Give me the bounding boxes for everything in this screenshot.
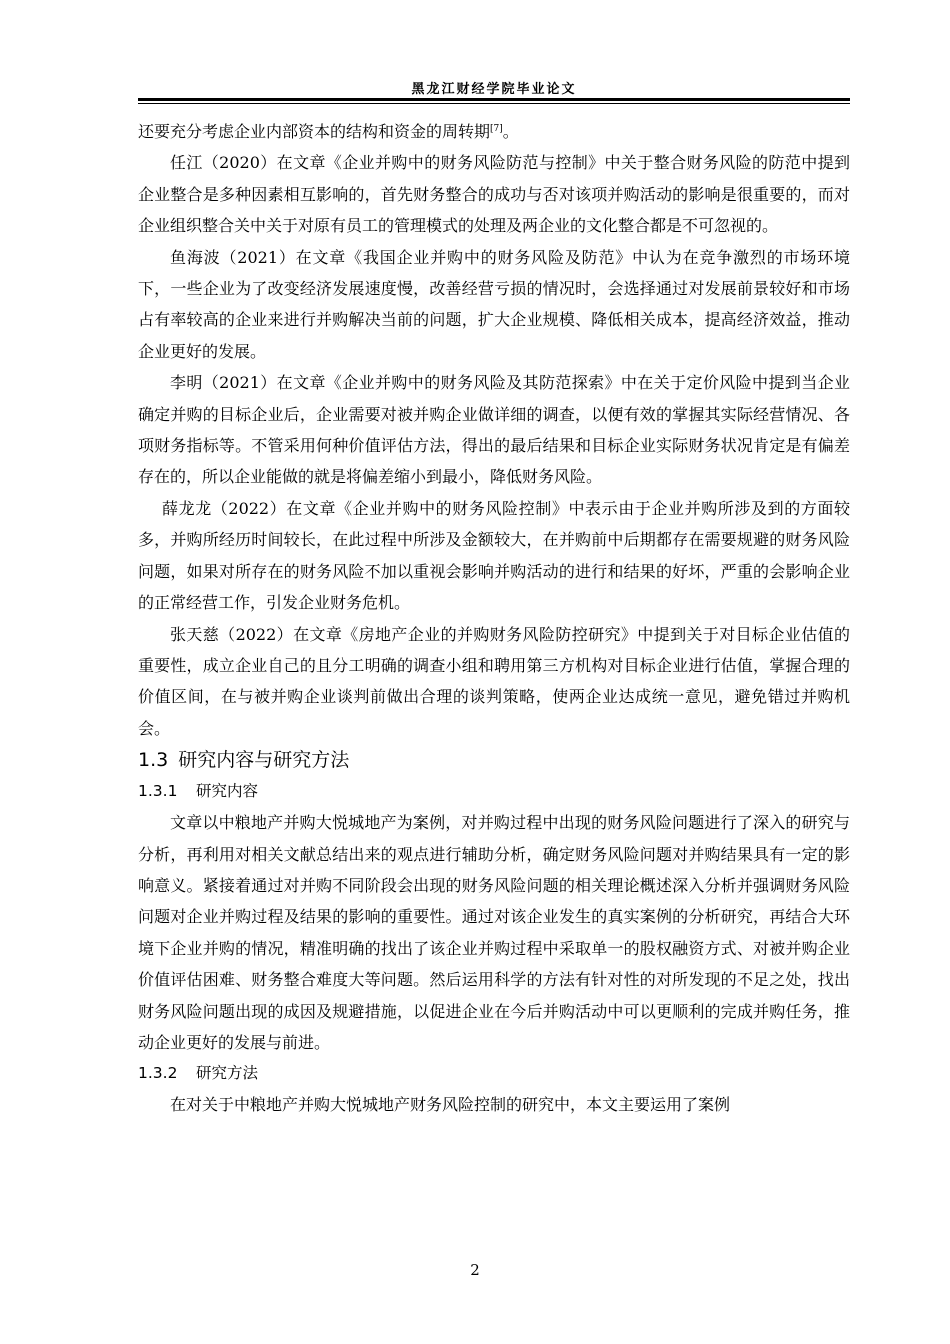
header-rule (138, 98, 850, 101)
page-body (138, 116, 850, 1121)
page-header-title: 黑龙江财经学院毕业论文 (411, 82, 577, 97)
paragraph-renjiang: 任江（2020）在文章《企业并购中的财务风险防范与控制》中关于整合财务风险的防范中提到企业整合是多种因素相互影响的，首先财务整合的成功与否对该项并购活动的影响是很重要的，而对企业组织整合关中关于对原有员工的管理模式的处理及两企业的文化整合都是不可忽视的。 (138, 153, 850, 236)
page-number: 2 (470, 1261, 480, 1279)
paragraph-zhangtianci: 张天慈（2022）在文章《房地产企业的并购财务风险防控研究》中提到关于对目标企业估值的重要性，成立企业自己的且分工明确的调查小组和聘用第三方机构对目标企业进行估值，掌握合理的价值区间，在与被并购企业谈判前做出合理的谈判策略，使两企业达成统一意见，避免错过并购机会。 (138, 624, 850, 738)
paragraph-research-content: 文章以中粮地产并购大悦城地产为案例，对并购过程中出现的财务风险问题进行了深入的研究与分析，再利用对相关文献总结出来的观点进行辅助分析，确定财务风险问题对并购结果具有一定的影响意义。紧接着通过对并购不同阶段会出现的财务风险问题的相关理论概述深入分析并强调财务风险问题对企业并购过程及结果的影响的重要性。通过对该企业发生的真实案例的分析研究，再结合大环境下企业并购的情况，精准明确的找出了该企业并购过程中采取单一的股权融资方式、对被并购企业价值评估困难、财务整合难度大等问题。然后运用科学的方法有针对性的对所发现的不足之处，找出财务风险问题出现的成因及规避措施，以促进企业在今后并购活动中可以更顺利的完成并购任务，推动企业更好的发展与前进。 (138, 813, 850, 1052)
header-rule-thin (138, 103, 850, 104)
continuation-paragraph: 还要充分考虑企业内部资本的结构和资金的周转期[7]。 (138, 122, 519, 141)
subsection-number: 1.3.1 (138, 782, 178, 801)
subsection-title: 研究内容 (196, 782, 259, 801)
subsection-heading-content (138, 776, 850, 807)
citation-marker: [7] (490, 124, 503, 134)
subsection-heading-method (138, 1058, 850, 1089)
paragraph-xuelonglong: 薛龙龙（2022）在文章《企业并购中的财务风险控制》中表示由于企业并购所涉及到的方面较多，并购所经历时间较长，在此过程中所涉及金额较大，在并购前中后期都存在需要规避的财务风险问题，如果对所存在的财务风险不加以重视会影响并购活动的进行和结果的好坏，严重的会影响企业的正常经营工作，引发企业财务危机。 (138, 498, 850, 613)
paragraph-yuhaibo: 鱼海波（2021）在文章《我国企业并购中的财务风险及防范》中认为在竞争激烈的市场环境下，一些企业为了改变经济发展速度慢，改善经营亏损的情况时，会选择通过对发展前景较好和市场占有率较高的企业来进行并购解决当前的问题，扩大企业规模、降低相关成本，提高经济效益，推动企业更好的发展。 (138, 247, 850, 361)
section-number: 1.3 (138, 749, 169, 772)
paragraph-research-method: 在对关于中粮地产并购大悦城地产财务风险控制的研究中，本文主要运用了案例 (170, 1095, 731, 1115)
section-title: 研究内容与研究方法 (178, 749, 350, 772)
subsection-title: 研究方法 (196, 1064, 259, 1083)
paragraph-liming: 李明（2021）在文章《企业并购中的财务风险及其防范探索》中在关于定价风险中提到当企业确定并购的目标企业后，企业需要对被并购企业做详细的调查，以便有效的掌握其实际经营情况、各项财务指标等。不管采用何种价值评估方法，得出的最后结果和目标企业实际财务状况肯定是有偏差存在的，所以企业能做的就是将偏差缩小到最小，降低财务风险。 (138, 373, 850, 487)
section-heading (138, 744, 850, 776)
subsection-number: 1.3.2 (138, 1064, 178, 1083)
